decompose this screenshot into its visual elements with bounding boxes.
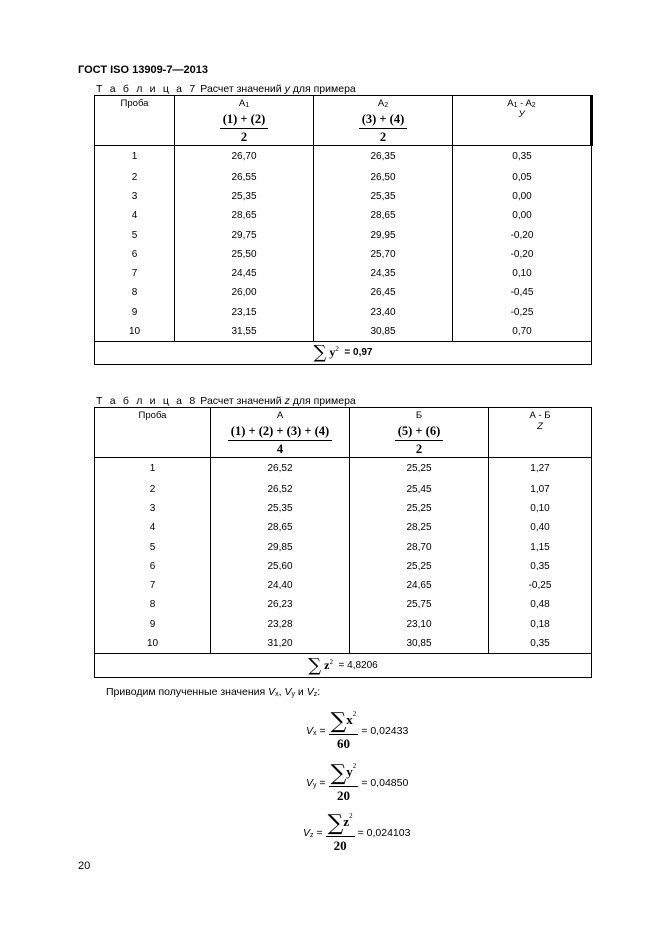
table-cell: 25,60	[211, 557, 350, 576]
table-row	[95, 557, 592, 576]
table-cell: 0,00	[453, 206, 592, 225]
table-cell: 25,35	[175, 187, 314, 206]
formula-vz: Vz = ∑ z $^2$ 20 = 0,024103	[303, 811, 411, 853]
table8-caption-var: z	[284, 395, 290, 407]
table-cell: 31,55	[175, 322, 314, 341]
table-cell: 10	[95, 322, 175, 341]
table7	[94, 95, 593, 365]
table-cell: 25,25	[350, 557, 489, 576]
table-cell: -0,20	[453, 245, 592, 264]
table7-sum-cell: ∑ $y^2 = 0,97$	[95, 341, 592, 364]
table-cell: 8	[95, 595, 211, 614]
table-cell: 26,55	[175, 168, 314, 187]
table-cell: 26,52	[211, 458, 350, 480]
table-cell: 25,35	[314, 187, 453, 206]
table-cell: 0,48	[489, 595, 592, 614]
table-row	[95, 146, 592, 168]
table7-caption-label: Т а б л и ц а 7	[96, 83, 198, 95]
table-cell: 1,15	[489, 537, 592, 556]
table-row	[95, 206, 592, 225]
table-row	[95, 303, 592, 322]
table-row	[95, 634, 592, 653]
table-row	[95, 595, 592, 614]
table-cell: 3	[95, 499, 211, 518]
table-cell: 7	[95, 264, 175, 283]
table7-header-a1: A1 $\frac{(1) + (2)}{2}$	[175, 96, 314, 146]
table-row	[95, 187, 592, 206]
table-cell: 4	[95, 206, 175, 225]
table7-caption-text: Расчет значений	[197, 83, 285, 95]
table-row	[95, 264, 592, 283]
table-cell: 0,10	[489, 499, 592, 518]
table8	[94, 407, 592, 678]
table-cell: 26,23	[211, 595, 350, 614]
table-cell: 3	[95, 187, 175, 206]
table-cell: 0,18	[489, 615, 592, 634]
table-cell: 30,85	[314, 322, 453, 341]
table-cell: 1,27	[489, 458, 592, 480]
table-cell: 25,70	[314, 245, 453, 264]
table-cell: 29,75	[175, 225, 314, 244]
table8-header-row	[95, 408, 592, 458]
table7-caption-var: y	[284, 83, 290, 95]
page-number: 20	[78, 860, 91, 872]
table-row	[95, 480, 592, 499]
table-cell: 1	[95, 146, 175, 168]
table-cell: 24,45	[175, 264, 314, 283]
table-cell: 0,35	[489, 557, 592, 576]
table-cell: 28,65	[211, 518, 350, 537]
table7-header-a2: A2 $\frac{(3) + (4)}{2}$	[314, 96, 453, 146]
table-cell: 1,07	[489, 480, 592, 499]
table8-header-a: А $\frac{(1) + (2) + (3) + (4)}{4}$	[211, 408, 350, 458]
table-cell: -0,20	[453, 225, 592, 244]
table8-caption-tail: для примера	[289, 395, 356, 407]
table-cell: 26,50	[314, 168, 453, 187]
table-cell: -0,25	[489, 576, 592, 595]
table-cell: 5	[95, 225, 175, 244]
table-cell: 0,70	[453, 322, 592, 341]
table7-header-sample: Проба	[95, 96, 175, 146]
table8-caption-label: Т а б л и ц а 8	[96, 395, 198, 407]
table-cell: 2	[95, 480, 211, 499]
table8-caption-text: Расчет значений	[197, 395, 285, 407]
table-cell: 24,40	[211, 576, 350, 595]
table-row	[95, 499, 592, 518]
table-cell: 7	[95, 576, 211, 595]
table-cell: 23,15	[175, 303, 314, 322]
table-row	[95, 245, 592, 264]
table-cell: 9	[95, 303, 175, 322]
table8-header-diff: А - Б Z	[489, 408, 592, 458]
table-cell: 26,00	[175, 283, 314, 302]
table7-caption-tail: для примера	[289, 83, 356, 95]
formula-vx: Vx = ∑ x $^2$ 60 = 0,02433	[306, 709, 409, 751]
table-cell: 31,20	[211, 634, 350, 653]
table-cell: 25,50	[175, 245, 314, 264]
table-cell: 26,45	[314, 283, 453, 302]
table-row	[95, 537, 592, 556]
table-row	[95, 322, 592, 341]
table7-caption	[96, 83, 356, 95]
table-cell: 28,25	[350, 518, 489, 537]
table-cell: 9	[95, 615, 211, 634]
table-cell: 26,35	[314, 146, 453, 168]
table-cell: 25,25	[350, 458, 489, 480]
table-cell: 25,75	[350, 595, 489, 614]
table-cell: 25,35	[211, 499, 350, 518]
formula-vy: Vy = ∑ y $^2$ 20 = 0,04850	[306, 761, 409, 803]
table-cell: 2	[95, 168, 175, 187]
table-row	[95, 458, 592, 480]
table-cell: 24,35	[314, 264, 453, 283]
table-cell: 25,25	[350, 499, 489, 518]
table-row	[95, 615, 592, 634]
table-cell: 23,28	[211, 615, 350, 634]
table-row	[95, 576, 592, 595]
table-cell: 0,00	[453, 187, 592, 206]
table-cell: 0,40	[489, 518, 592, 537]
table-row	[95, 518, 592, 537]
table-cell: 23,40	[314, 303, 453, 322]
table-cell: 26,52	[211, 480, 350, 499]
table-cell: 25,45	[350, 480, 489, 499]
intro-text: Приводим полученные значения Vx, Vy и Vz:	[106, 686, 321, 698]
table-cell: 6	[95, 557, 211, 576]
table8-sum-cell: ∑ $z^2 = 4,8206$	[95, 653, 592, 677]
table-cell: 26,70	[175, 146, 314, 168]
table-cell: 28,65	[314, 206, 453, 225]
table8-caption	[96, 395, 356, 407]
table-cell: 28,65	[175, 206, 314, 225]
table8-header-b: Б $\frac{(5) + (6)}{2}$	[350, 408, 489, 458]
document-header: ГОСТ ISO 13909-7—2013	[78, 64, 208, 76]
table-cell: 4	[95, 518, 211, 537]
table-cell: 30,85	[350, 634, 489, 653]
table-cell: 28,70	[350, 537, 489, 556]
table-cell: -0,45	[453, 283, 592, 302]
table-row	[95, 225, 592, 244]
table-cell: 0,35	[489, 634, 592, 653]
table-cell: 0,05	[453, 168, 592, 187]
table-cell: 29,95	[314, 225, 453, 244]
table-cell: 1	[95, 458, 211, 480]
table-cell: 8	[95, 283, 175, 302]
table7-header-row	[95, 96, 592, 146]
table-cell: 24,65	[350, 576, 489, 595]
table7-header-diff: A1 - A2 У	[453, 96, 592, 146]
table-cell: 6	[95, 245, 175, 264]
table-cell: -0,25	[453, 303, 592, 322]
table-cell: 23,10	[350, 615, 489, 634]
table-cell: 0,10	[453, 264, 592, 283]
table-row	[95, 283, 592, 302]
table8-sum-row	[95, 653, 592, 677]
table-row	[95, 168, 592, 187]
table-cell: 10	[95, 634, 211, 653]
table8-header-sample: Проба	[95, 408, 211, 458]
table-cell: 29,85	[211, 537, 350, 556]
table-cell: 5	[95, 537, 211, 556]
table-cell: 0,35	[453, 146, 592, 168]
table7-sum-row	[95, 341, 592, 364]
